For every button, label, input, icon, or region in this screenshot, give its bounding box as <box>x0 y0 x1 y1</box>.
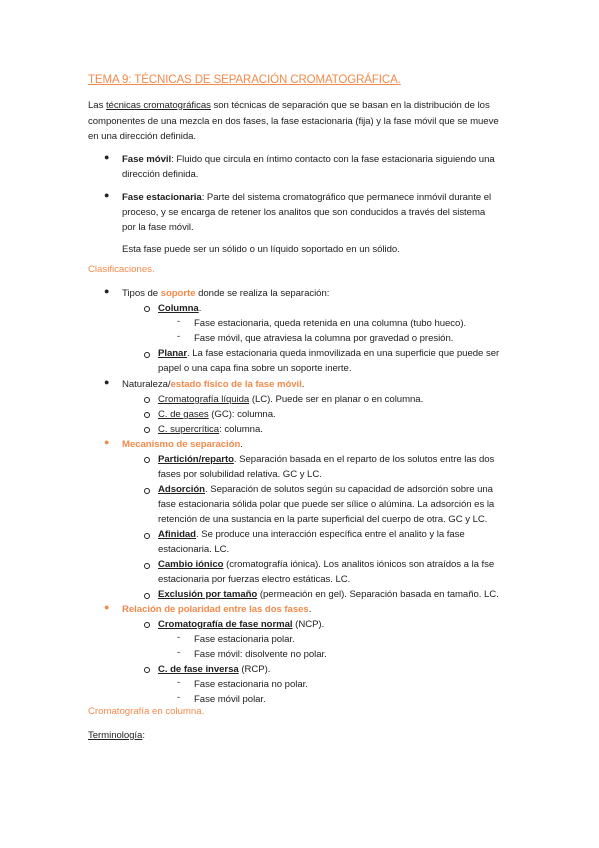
circle-bullet-icon <box>144 306 150 312</box>
circle-bullet-icon <box>144 533 150 539</box>
fase-estacionaria-line-3: por la fase móvil. <box>122 222 194 233</box>
intro-line-2: componentes de una mezcla en dos fases, la fase estacionaria (fija) y la fase móvil que se mueve <box>88 116 499 127</box>
bullet-icon: ● <box>104 190 110 200</box>
adsorcion-line-1: Adsorción. Separación de solutos según su capacidad de adsorción sobre una <box>158 484 493 495</box>
naturaleza-line: Naturaleza/estado físico de la fase móvil. <box>122 379 305 390</box>
fase-normal-detail-1: Fase estacionaria polar. <box>194 634 295 645</box>
particion-line-2: fases por solubilidad relativa. GC y LC. <box>158 469 322 480</box>
circle-bullet-icon <box>144 427 150 433</box>
terminologia-heading: Terminología: <box>88 730 145 741</box>
dash-icon: - <box>177 331 181 342</box>
dash-icon: - <box>177 647 181 658</box>
section-cromatografia-columna: Cromatografía en columna. <box>88 706 205 717</box>
dash-icon: - <box>177 692 181 703</box>
circle-bullet-icon <box>144 563 150 569</box>
fase-inversa-detail-2: Fase móvil polar. <box>194 694 266 705</box>
fase-normal-line: Cromatografía de fase normal (NCP). <box>158 619 325 630</box>
columna-detail-2: Fase móvil, que atraviesa la columna por gravedad o presión. <box>194 333 454 344</box>
columna-line: Columna. <box>158 303 202 314</box>
circle-bullet-icon <box>144 593 150 599</box>
circle-bullet-icon <box>144 352 150 358</box>
lc-line: Cromatografía líquida (LC). Puede ser en planar o en columna. <box>158 394 424 405</box>
fase-inversa-line: C. de fase inversa (RCP). <box>158 664 271 675</box>
afinidad-line-2: estacionaria. LC. <box>158 544 230 555</box>
cambio-line-2: estacionaria por fuerzas electro estáticas. LC. <box>158 574 351 585</box>
adsorcion-line-3: retención de una sustancia en la parte superficial del cuerpo de otra. GC y LC. <box>158 514 488 525</box>
dash-icon: - <box>177 677 181 688</box>
page-title: TEMA 9: TÉCNICAS DE SEPARACIÓN CROMATOGRÁFICA. <box>88 74 401 86</box>
circle-bullet-icon <box>144 397 150 403</box>
section-clasificaciones: Clasificaciones. <box>88 264 155 275</box>
exclusion-line: Exclusión por tamaño (permeación en gel). Separación basada en tamaño. LC. <box>158 589 499 600</box>
dash-icon: - <box>177 632 181 643</box>
bullet-icon: ● <box>104 437 110 447</box>
afinidad-line-1: Afinidad. Se produce una interacción específica entre el analito y la fase <box>158 529 465 540</box>
particion-line-1: Partición/reparto. Separación basada en el reparto de los solutos entre las dos <box>158 454 495 465</box>
gc-line: C. de gases (GC): columna. <box>158 409 276 420</box>
circle-bullet-icon <box>144 412 150 418</box>
adsorcion-line-2: fase estacionaria sólida polar que puede ser sílice o alúmina. La adsorción es la <box>158 499 495 510</box>
fase-inversa-detail-1: Fase estacionaria no polar. <box>194 679 308 690</box>
circle-bullet-icon <box>144 488 150 494</box>
sc-line: C. supercrítica: columna. <box>158 424 263 435</box>
cambio-line-1: Cambio iónico (cromatografía iónica). Los analitos iónicos son atraídos a la fse <box>158 559 495 570</box>
fase-normal-detail-2: Fase móvil: disolvente no polar. <box>194 649 327 660</box>
bullet-icon: ● <box>104 152 110 162</box>
fase-movil-line-1: Fase móvil: Fluido que circula en íntimo contacto con la fase estacionaria siguiendo una <box>122 154 495 165</box>
planar-line-1: Planar. La fase estacionaria queda inmovilizada en una superficie que puede ser <box>158 348 500 359</box>
columna-detail-1: Fase estacionaria, queda retenida en una columna (tubo hueco). <box>194 318 467 329</box>
fase-estacionaria-note: Esta fase puede ser un sólido o un líquido soportado en un sólido. <box>122 244 400 255</box>
fase-movil-line-2: dirección definida. <box>122 169 199 180</box>
polaridad-line: Relación de polaridad entre las dos fases. <box>122 604 312 615</box>
bullet-icon: ● <box>104 602 110 612</box>
planar-line-2: papel o una capa fina sobre un soporte inerte. <box>158 363 352 374</box>
bullet-icon: ● <box>104 286 110 296</box>
circle-bullet-icon <box>144 457 150 463</box>
intro-line-1: Las técnicas cromatográficas son técnicas de separación que se basan en la distribución de los <box>88 100 490 111</box>
mecanismo-line: Mecanismo de separación. <box>122 439 243 450</box>
circle-bullet-icon <box>144 622 150 628</box>
intro-line-3: en una dirección definida. <box>88 131 197 142</box>
dash-icon: - <box>177 316 181 327</box>
fase-estacionaria-line-1: Fase estacionaria: Parte del sistema cromatográfico que permanece inmóvil durante el <box>122 192 492 203</box>
circle-bullet-icon <box>144 667 150 673</box>
techniques-link: técnicas cromatográficas <box>105 100 211 111</box>
bullet-icon: ● <box>104 377 110 387</box>
fase-estacionaria-line-2: proceso, y se encarga de retener los analitos que son conducidos a través del sistema <box>122 207 486 218</box>
soporte-line: Tipos de soporte donde se realiza la separación: <box>122 288 330 299</box>
